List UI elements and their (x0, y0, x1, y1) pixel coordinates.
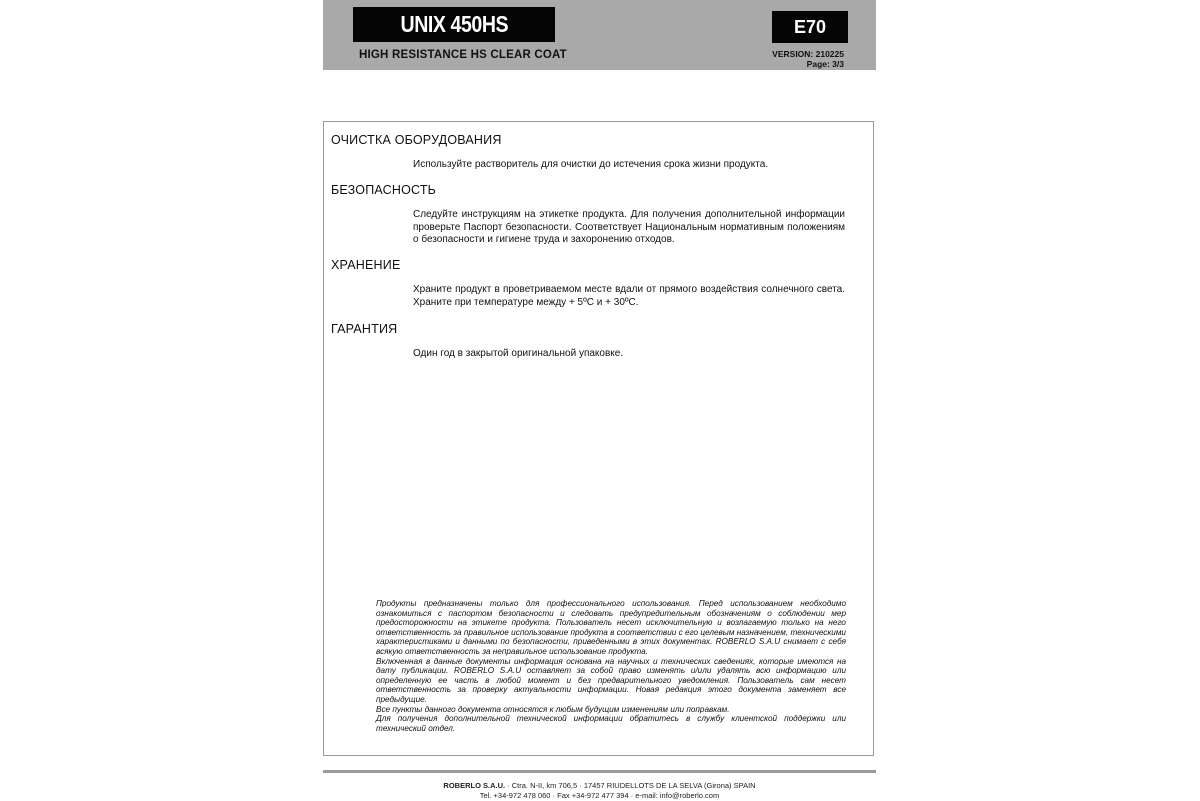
version-label: VERSION: 210225 (772, 49, 844, 59)
section-title-cleaning: ОЧИСТКА ОБОРУДОВАНИЯ (331, 133, 502, 147)
section-text-warranty: Один год в закрытой оригинальной упаковке. (413, 348, 624, 359)
footer-address: · Ctra. N-II, km 706,5 · 17457 RIUDELLOTS DE LA SELVA (Girona) SPAIN (505, 781, 756, 790)
footer-contacts: Tel. +34-972 478 060 · Fax +34-972 477 394 · e-mail: info@roberlo.com (479, 791, 720, 800)
disclaimer-paragraph: Продукты предназначены только для профессионального использования. Перед использованием необходимо ознакомиться с паспортом безопасности и следовать предупредительным обозначениям о соблюдении мер предосторожности на этикете продукта. Пользователь несет исключительную и возлагаемую только на него ответственность за правильное использование продукта в соответствии с его целевым назначением, техническими характеристиками и данными по безопасности, приведенными в этих документах. ROBERLO S.A.U снимает с себя всякую ответственность за неправильное использование продукта. (376, 599, 846, 656)
version-info (772, 49, 844, 69)
footer-divider (323, 770, 876, 773)
document-header (323, 0, 876, 70)
disclaimer (376, 599, 846, 733)
product-name-box (353, 7, 555, 42)
section-title-safety: БЕЗОПАСНОСТЬ (331, 183, 437, 197)
footer-address-line (323, 781, 876, 791)
section-text-storage: Храните продукт в проветриваемом месте вдали от прямого воздействия солнечного света. Храните при температуре между + 5ºC и + 30ºC. (413, 284, 845, 308)
disclaimer-paragraph: Включенная в данные документы информация основана на научных и технических сведениях, которые имеются на дату публикации. ROBERLO S.A.U оставляет за собой право изменять и/или удалять всю информацию или определенную ее часть в любой момент и без предварительного уведомления. Пользователь сам несет ответственность за проверку актуальности информации. Новая редакция этого документа заменяет все предыдущие. (376, 656, 846, 704)
product-subtitle: HIGH RESISTANCE HS CLEAR COAT (359, 49, 567, 61)
section-text-cleaning: Используйте растворитель для очистки до истечения срока жизни продукта. (413, 159, 769, 170)
page-number: Page: 3/3 (806, 59, 844, 69)
disclaimer-paragraph: Все пункты данного документа относятся к любым будущим изменениям или поправкам. (376, 704, 730, 714)
product-name: UNIX 450HS (400, 11, 508, 37)
document-footer (323, 781, 876, 801)
section-title-warranty: ГАРАНТИЯ (331, 322, 398, 336)
section-text-safety: Следуйте инструкциям на этикетке продукта. Для получения дополнительной информации проверьте Паспорт безопасности. Соответствует Национальным нормативным положениям о безопасности и гигиене труда и захоронению отходов. (413, 209, 845, 245)
section-title-storage: ХРАНЕНИЕ (331, 258, 401, 272)
disclaimer-paragraph: Для получения дополнительной технической информации обратитесь в службу клиентской поддержки или технический отдел. (376, 714, 846, 733)
product-code: E70 (793, 16, 827, 37)
product-code-box (772, 11, 848, 43)
footer-company: ROBERLO S.A.U. (443, 781, 506, 790)
content-box (323, 121, 874, 756)
